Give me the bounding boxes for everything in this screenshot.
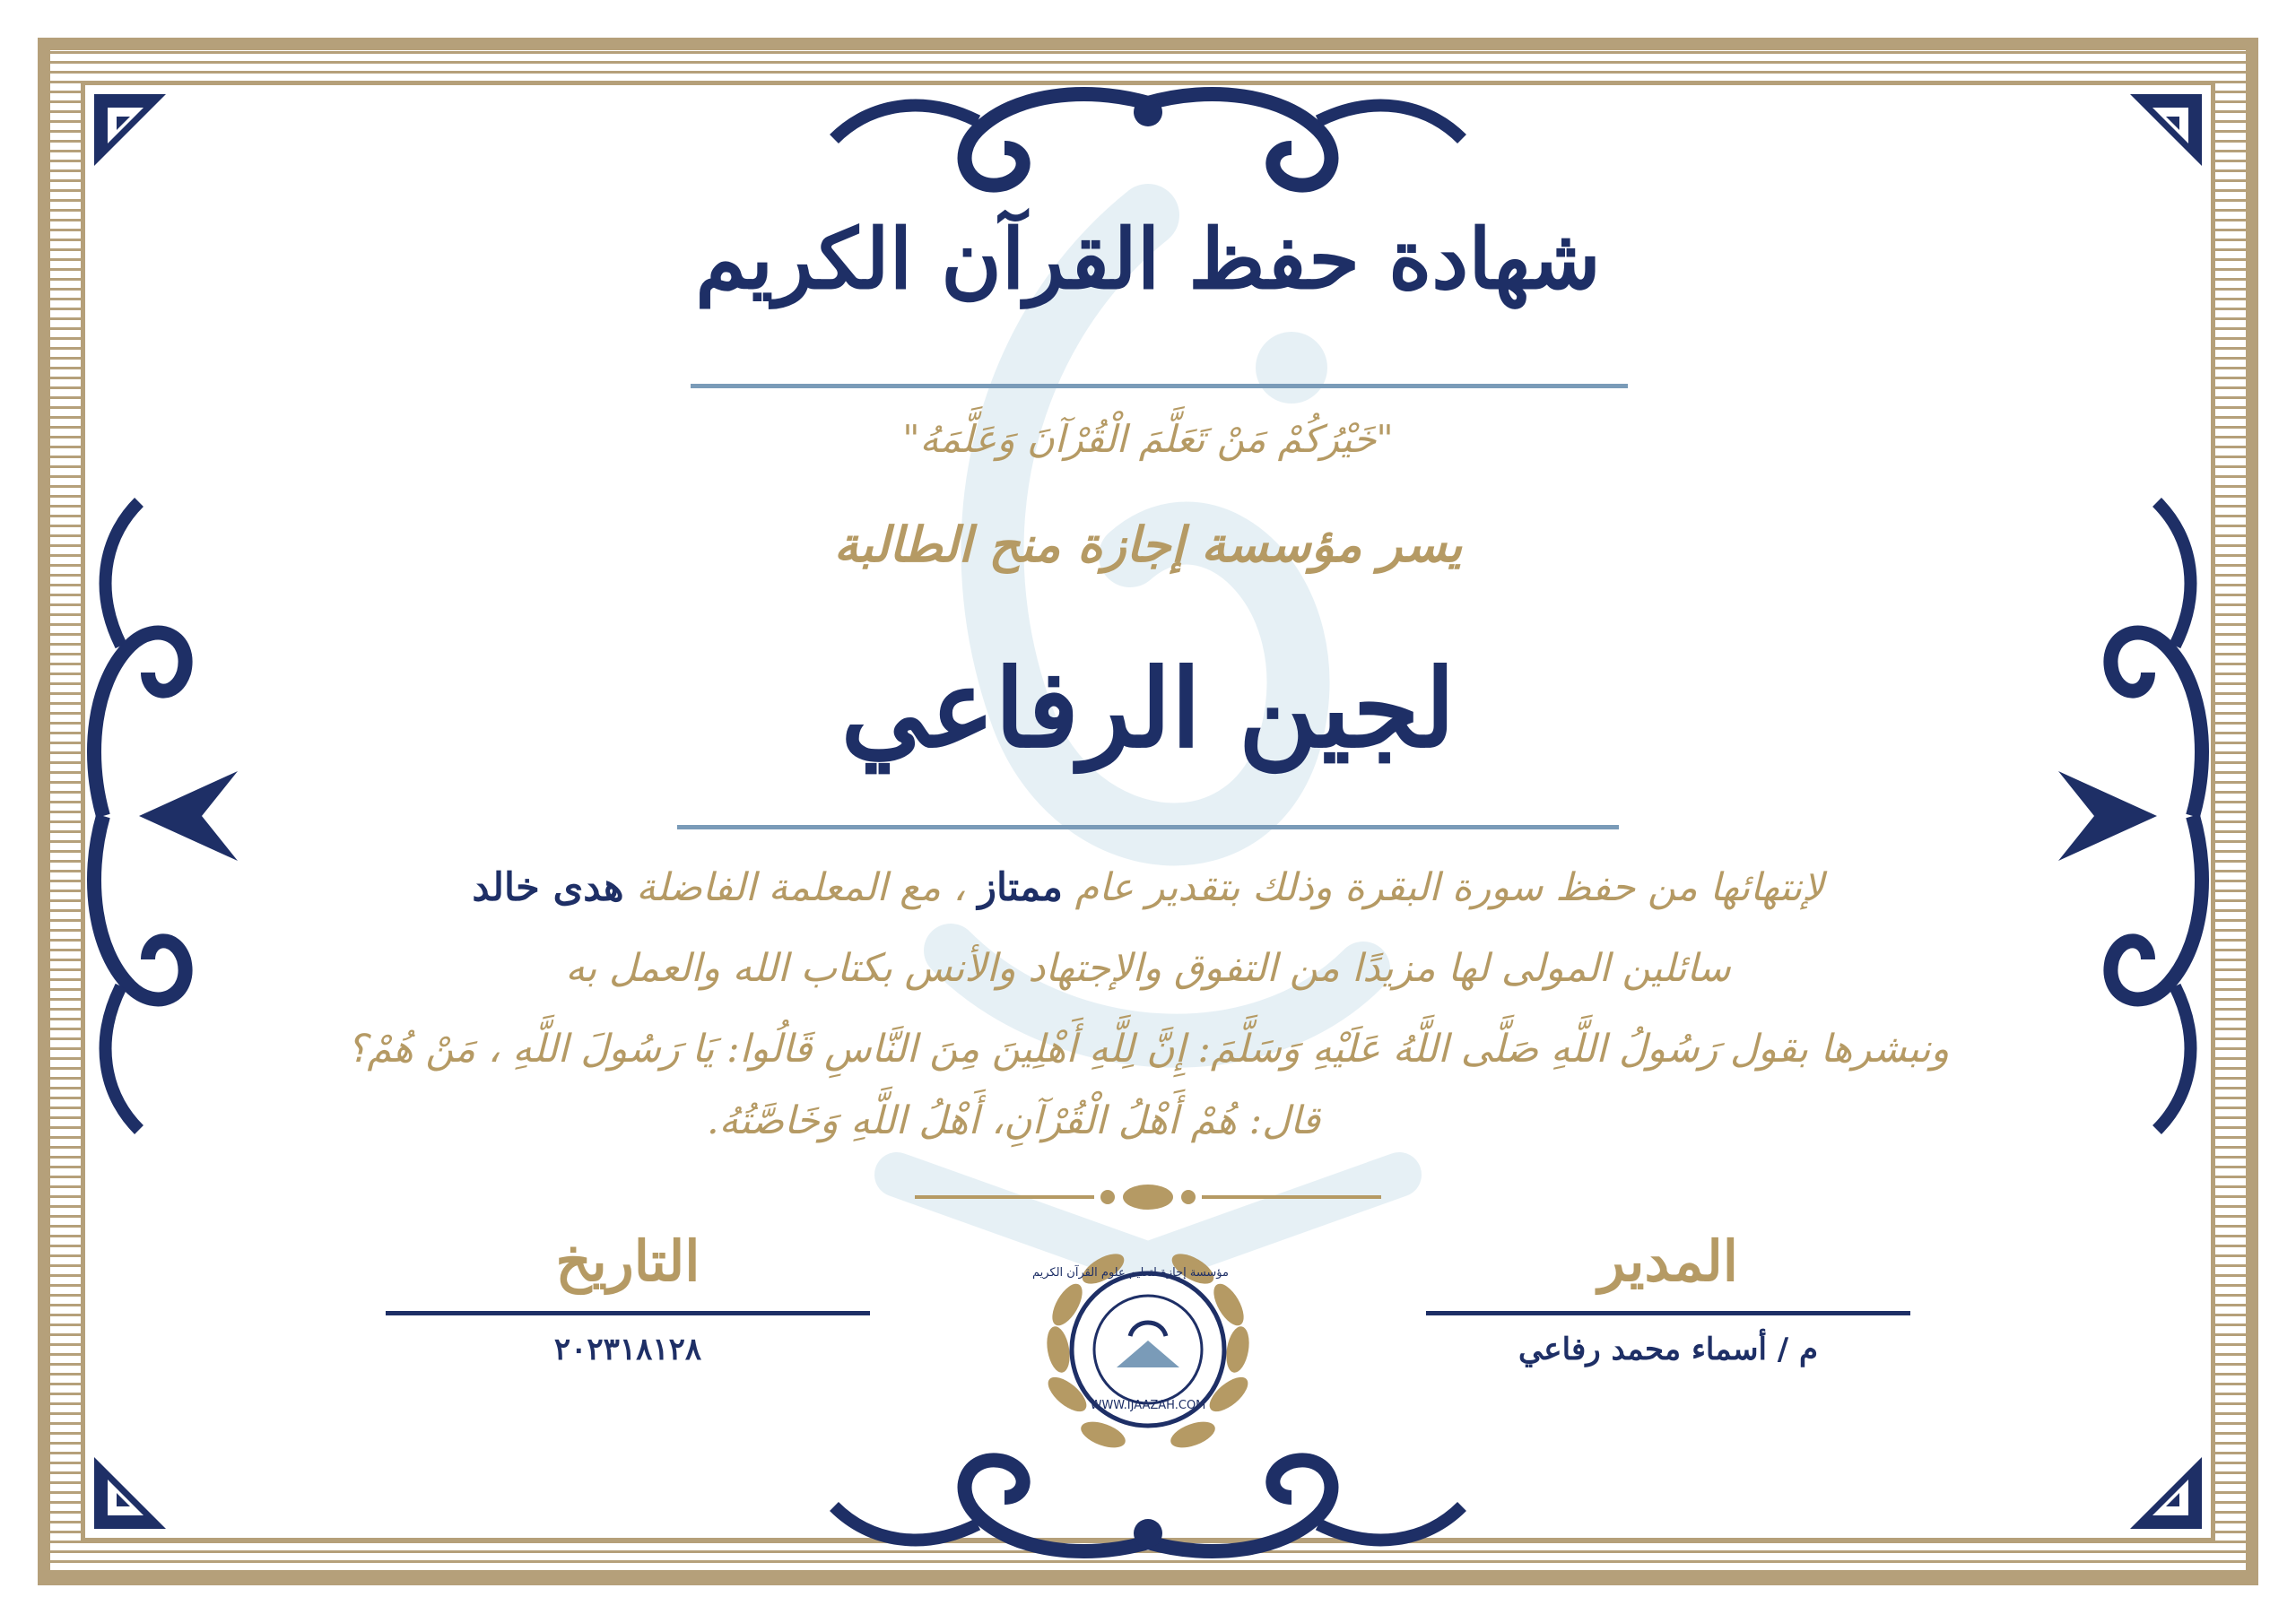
body-line-1 <box>0 865 2296 910</box>
body-line-1-part-1: لإنتهائها من حفظ سورة البقرة وذلك بتقدير عام <box>1074 865 1824 910</box>
date-line <box>386 1311 870 1315</box>
body-line-1-part-2: ، مع المعلمة الفاضلة <box>636 865 966 910</box>
director-name: م / أسماء محمد رفاعي <box>1518 1332 1819 1367</box>
date-value: ٢٠٢٣١٨١٢٨ <box>553 1332 702 1367</box>
title-divider <box>691 384 1628 388</box>
hadith-quote: "خَيْرُكُمْ مَنْ تَعَلَّمَ الْقُرْآنَ وَعَلَّمَهُ" <box>902 417 1394 461</box>
decorative-divider-icon <box>915 1179 1381 1215</box>
director-label: المدير <box>1598 1228 1738 1294</box>
corner-ornament-bottom-left-icon <box>90 1453 170 1533</box>
seal-url: WWW.IJAAZAH.COM <box>1090 1399 1206 1412</box>
body-line-2: سائلين المولى لها مزيدًا من التفوق والإجتهاد والأنس بكتاب الله والعمل به <box>565 946 1731 991</box>
body-line-3: ونبشرها بقول رَسُولُ اللَّهِ صَلَّى اللَّهُ عَلَيْهِ وَسَلَّمَ: إِنَّ لِلَّهِ أَهْلِينَ مِنَ النَّاسِ قَالُوا: يَا رَسُولَ اللَّهِ ، مَنْ هُمْ؟ <box>346 1027 1950 1072</box>
director-line <box>1426 1311 1910 1315</box>
certificate-title: شهادة حفظ القرآن الكريم <box>695 211 1601 308</box>
intro-text: يسر مؤسسة إجازة منح الطالبة <box>833 516 1463 573</box>
corner-ornament-bottom-right-icon <box>2126 1453 2206 1533</box>
body-line-4: قال: هُمْ أَهْلُ الْقُرْآنِ، أَهْلُ اللَّهِ وَخَاصَّتُهُ. <box>707 1098 1320 1143</box>
name-divider <box>677 825 1619 829</box>
date-label: التاريخ <box>555 1228 700 1294</box>
seal-ring-text: مؤسسة إجازة لتعليم علوم القرآن الكريم <box>1031 1266 1229 1280</box>
teacher-name: هدى خالد <box>472 865 624 910</box>
student-name: لجين الرفاعي <box>840 646 1456 772</box>
top-scroll-ornament-icon <box>816 85 1480 202</box>
corner-ornament-top-right-icon <box>2126 90 2206 170</box>
grade-value: ممتاز <box>978 865 1063 910</box>
corner-ornament-top-left-icon <box>90 90 170 170</box>
